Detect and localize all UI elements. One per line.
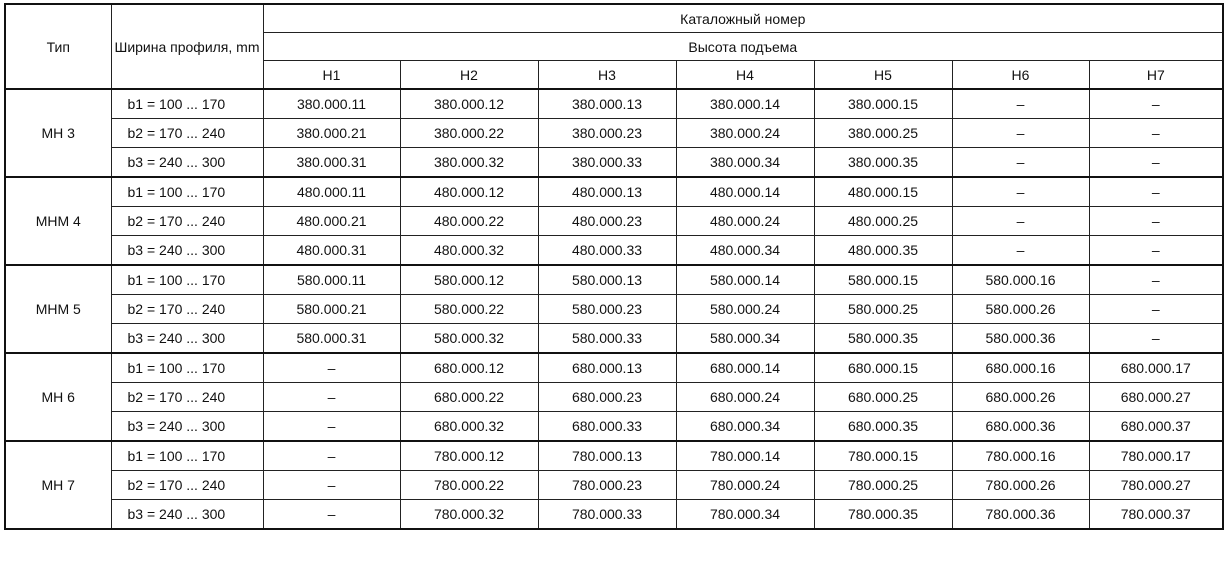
catalog-number-cell: 780.000.24: [676, 471, 814, 500]
profile-width-cell: b1 = 100 ... 170: [111, 177, 263, 207]
catalog-number-cell: 480.000.35: [814, 236, 952, 266]
catalog-number-cell: –: [263, 383, 400, 412]
catalog-number-cell: 480.000.22: [400, 207, 538, 236]
catalog-number-cell: 580.000.24: [676, 295, 814, 324]
catalog-number-cell: 380.000.11: [263, 89, 400, 119]
catalog-number-cell: 780.000.14: [676, 441, 814, 471]
catalog-number-cell: 680.000.35: [814, 412, 952, 442]
catalog-number-cell: 780.000.17: [1089, 441, 1223, 471]
catalog-number-cell: 680.000.34: [676, 412, 814, 442]
catalog-number-cell: 580.000.36: [952, 324, 1089, 354]
profile-width-cell: b2 = 170 ... 240: [111, 471, 263, 500]
catalog-number-cell: 780.000.22: [400, 471, 538, 500]
catalog-number-cell: 780.000.34: [676, 500, 814, 530]
catalog-number-cell: 480.000.31: [263, 236, 400, 266]
profile-width-cell: b3 = 240 ... 300: [111, 324, 263, 354]
catalog-number-cell: 780.000.16: [952, 441, 1089, 471]
table-row: [5, 441, 1223, 471]
catalog-number-cell: 380.000.33: [538, 148, 676, 178]
catalog-number-cell: 680.000.14: [676, 353, 814, 383]
type-group: [5, 265, 1223, 353]
catalog-number-cell: 580.000.15: [814, 265, 952, 295]
catalog-number-cell: 580.000.31: [263, 324, 400, 354]
catalog-number-cell: 680.000.27: [1089, 383, 1223, 412]
catalog-number-cell: 380.000.32: [400, 148, 538, 178]
catalog-number-cell: 680.000.36: [952, 412, 1089, 442]
type-group: [5, 353, 1223, 441]
catalog-number-cell: 480.000.21: [263, 207, 400, 236]
catalog-number-cell: 380.000.31: [263, 148, 400, 178]
catalog-number-cell: –: [1089, 324, 1223, 354]
catalog-number-cell: 680.000.32: [400, 412, 538, 442]
catalog-number-cell: –: [263, 412, 400, 442]
catalog-number-cell: 580.000.32: [400, 324, 538, 354]
catalog-number-cell: 480.000.34: [676, 236, 814, 266]
catalog-number-cell: 580.000.35: [814, 324, 952, 354]
catalog-number-cell: –: [263, 471, 400, 500]
catalog-number-cell: –: [1089, 148, 1223, 178]
table-row: [5, 500, 1223, 530]
column-header-h4: H4: [676, 61, 814, 90]
column-header-h6: H6: [952, 61, 1089, 90]
profile-width-cell: b1 = 100 ... 170: [111, 353, 263, 383]
catalog-number-cell: –: [1089, 295, 1223, 324]
catalog-number-cell: 780.000.23: [538, 471, 676, 500]
catalog-number-cell: 380.000.14: [676, 89, 814, 119]
lift-height-header: Высота подъема: [263, 33, 1223, 61]
catalog-number-cell: 580.000.26: [952, 295, 1089, 324]
type-cell: MH 6: [5, 353, 111, 441]
catalog-number-cell: 580.000.13: [538, 265, 676, 295]
catalog-number-cell: 780.000.35: [814, 500, 952, 530]
type-group: [5, 441, 1223, 529]
profile-width-cell: b1 = 100 ... 170: [111, 265, 263, 295]
column-header-h3: H3: [538, 61, 676, 90]
catalog-number-cell: 680.000.24: [676, 383, 814, 412]
catalog-table-container: [4, 3, 1222, 530]
catalog-number-cell: 380.000.23: [538, 119, 676, 148]
catalog-number-cell: –: [1089, 265, 1223, 295]
catalog-number-cell: –: [952, 148, 1089, 178]
profile-width-cell: b2 = 170 ... 240: [111, 119, 263, 148]
table-row: [5, 412, 1223, 442]
catalog-number-cell: 480.000.13: [538, 177, 676, 207]
catalog-number-cell: 680.000.25: [814, 383, 952, 412]
catalog-number-cell: 680.000.17: [1089, 353, 1223, 383]
table-row: [5, 383, 1223, 412]
catalog-number-cell: 380.000.22: [400, 119, 538, 148]
catalog-number-cell: 580.000.23: [538, 295, 676, 324]
catalog-number-cell: 680.000.26: [952, 383, 1089, 412]
type-group: [5, 177, 1223, 265]
catalog-number-cell: –: [263, 500, 400, 530]
catalog-number-cell: 780.000.36: [952, 500, 1089, 530]
catalog-number-cell: 380.000.35: [814, 148, 952, 178]
catalog-number-cell: 780.000.37: [1089, 500, 1223, 530]
table-row: [5, 119, 1223, 148]
catalog-number-cell: 680.000.22: [400, 383, 538, 412]
catalog-number-cell: 480.000.12: [400, 177, 538, 207]
catalog-number-header: Каталожный номер: [263, 4, 1223, 33]
profile-width-cell: b2 = 170 ... 240: [111, 295, 263, 324]
catalog-number-cell: 580.000.11: [263, 265, 400, 295]
catalog-number-cell: 680.000.16: [952, 353, 1089, 383]
catalog-number-cell: 480.000.33: [538, 236, 676, 266]
profile-width-cell: b3 = 240 ... 300: [111, 148, 263, 178]
profile-width-cell: b3 = 240 ... 300: [111, 412, 263, 442]
catalog-number-cell: –: [1089, 89, 1223, 119]
catalog-number-cell: 480.000.32: [400, 236, 538, 266]
table-row: [5, 295, 1223, 324]
table-row: [5, 207, 1223, 236]
catalog-number-cell: 780.000.33: [538, 500, 676, 530]
catalog-number-cell: 380.000.13: [538, 89, 676, 119]
profile-width-cell: b2 = 170 ... 240: [111, 207, 263, 236]
catalog-number-cell: 780.000.32: [400, 500, 538, 530]
catalog-number-cell: 380.000.15: [814, 89, 952, 119]
catalog-number-cell: 380.000.24: [676, 119, 814, 148]
catalog-number-cell: 480.000.15: [814, 177, 952, 207]
catalog-number-cell: 780.000.26: [952, 471, 1089, 500]
type-cell: MH 7: [5, 441, 111, 529]
catalog-number-cell: 480.000.23: [538, 207, 676, 236]
catalog-number-cell: –: [952, 236, 1089, 266]
profile-width-cell: b2 = 170 ... 240: [111, 383, 263, 412]
catalog-table: [4, 3, 1224, 530]
profile-width-cell: b3 = 240 ... 300: [111, 500, 263, 530]
catalog-number-cell: –: [1089, 236, 1223, 266]
catalog-number-cell: 780.000.13: [538, 441, 676, 471]
catalog-number-cell: 780.000.12: [400, 441, 538, 471]
table-row: [5, 471, 1223, 500]
catalog-number-cell: 380.000.34: [676, 148, 814, 178]
type-header: Тип: [5, 4, 111, 89]
type-group: [5, 89, 1223, 177]
column-header-h1: H1: [263, 61, 400, 90]
catalog-number-cell: 580.000.22: [400, 295, 538, 324]
catalog-number-cell: 780.000.15: [814, 441, 952, 471]
catalog-number-cell: 480.000.14: [676, 177, 814, 207]
table-row: [5, 236, 1223, 266]
profile-width-cell: b1 = 100 ... 170: [111, 441, 263, 471]
type-cell: MHM 5: [5, 265, 111, 353]
catalog-number-cell: 680.000.33: [538, 412, 676, 442]
table-row: [5, 148, 1223, 178]
catalog-number-cell: –: [952, 89, 1089, 119]
catalog-number-cell: 580.000.33: [538, 324, 676, 354]
column-header-h7: H7: [1089, 61, 1223, 90]
catalog-number-cell: 480.000.24: [676, 207, 814, 236]
catalog-number-cell: –: [263, 353, 400, 383]
catalog-number-cell: 680.000.13: [538, 353, 676, 383]
column-header-h5: H5: [814, 61, 952, 90]
catalog-number-cell: –: [952, 119, 1089, 148]
catalog-number-cell: –: [1089, 177, 1223, 207]
profile-width-cell: b1 = 100 ... 170: [111, 89, 263, 119]
table-header: [5, 4, 1223, 89]
table-row: [5, 324, 1223, 354]
profile-width-cell: b3 = 240 ... 300: [111, 236, 263, 266]
catalog-number-cell: –: [952, 177, 1089, 207]
catalog-number-cell: 680.000.12: [400, 353, 538, 383]
catalog-number-cell: 580.000.14: [676, 265, 814, 295]
type-cell: MHM 4: [5, 177, 111, 265]
catalog-number-cell: –: [952, 207, 1089, 236]
catalog-number-cell: 380.000.21: [263, 119, 400, 148]
catalog-number-cell: 680.000.23: [538, 383, 676, 412]
column-header-h2: H2: [400, 61, 538, 90]
catalog-number-cell: 680.000.37: [1089, 412, 1223, 442]
catalog-number-cell: 580.000.16: [952, 265, 1089, 295]
table-row: [5, 177, 1223, 207]
table-row: [5, 89, 1223, 119]
catalog-number-cell: 580.000.12: [400, 265, 538, 295]
width-header: Ширина профиля, mm: [111, 4, 263, 89]
catalog-number-cell: 680.000.15: [814, 353, 952, 383]
catalog-number-cell: 580.000.25: [814, 295, 952, 324]
catalog-number-cell: 580.000.21: [263, 295, 400, 324]
table-row: [5, 353, 1223, 383]
catalog-number-cell: 780.000.27: [1089, 471, 1223, 500]
catalog-number-cell: 780.000.25: [814, 471, 952, 500]
catalog-number-cell: 580.000.34: [676, 324, 814, 354]
catalog-number-cell: –: [1089, 207, 1223, 236]
catalog-number-cell: 380.000.25: [814, 119, 952, 148]
catalog-number-cell: 480.000.25: [814, 207, 952, 236]
catalog-number-cell: 380.000.12: [400, 89, 538, 119]
catalog-number-cell: –: [263, 441, 400, 471]
catalog-number-cell: –: [1089, 119, 1223, 148]
catalog-number-cell: 480.000.11: [263, 177, 400, 207]
type-cell: MH 3: [5, 89, 111, 177]
table-row: [5, 265, 1223, 295]
